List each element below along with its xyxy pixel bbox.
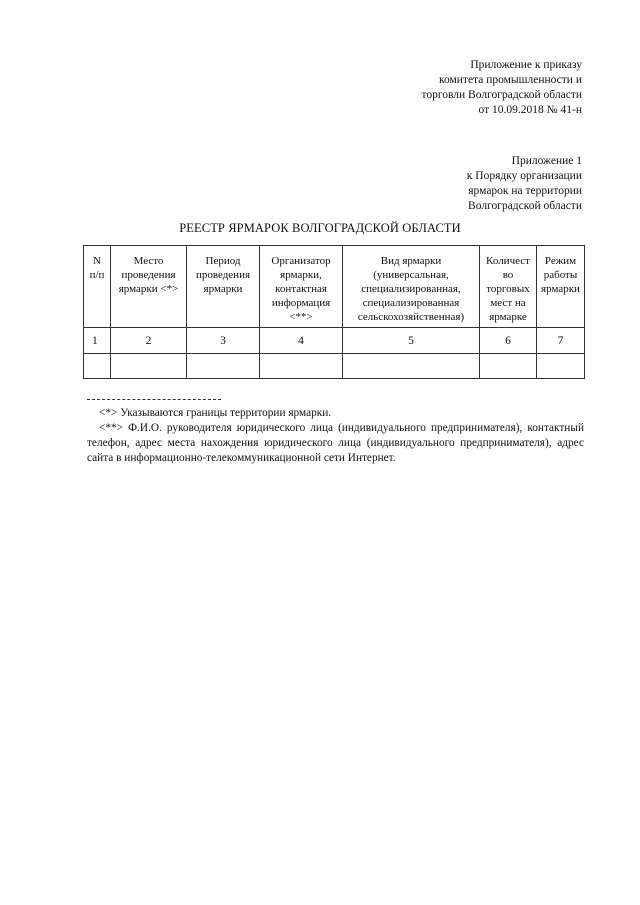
appendix-one-line: ярмарок на территории xyxy=(468,185,582,197)
header-text: ярмарки xyxy=(203,283,243,295)
header-text: Количест xyxy=(486,255,530,267)
column-number-row xyxy=(84,328,585,354)
table-header-row xyxy=(84,246,585,328)
column-number-cell: 7 xyxy=(537,328,585,354)
header-text: контактная xyxy=(275,283,327,295)
header-cell-schedule xyxy=(537,246,585,328)
header-cell-fair-type xyxy=(343,246,480,328)
footnote-divider xyxy=(87,399,221,400)
appendix-order-line: от 10.09.2018 № 41-н xyxy=(478,104,582,116)
appendix-order-line: торговли Волгоградской области xyxy=(421,89,582,101)
table-row xyxy=(84,354,585,379)
appendix-one-line: Приложение 1 xyxy=(511,155,582,167)
header-text: ярмарки, xyxy=(280,269,322,281)
appendix-one-line: к Порядку организации xyxy=(466,170,582,182)
appendix-order-line: комитета промышленности и xyxy=(438,74,582,86)
header-text: N xyxy=(93,255,101,267)
empty-cell xyxy=(111,354,187,379)
header-cell-places xyxy=(480,246,537,328)
header-text: Организатор xyxy=(271,255,331,267)
header-text: ярмарки xyxy=(541,283,580,295)
header-text: специализированная xyxy=(362,297,460,309)
header-text: Режим xyxy=(544,255,577,267)
header-text: проведения xyxy=(195,269,251,281)
empty-cell xyxy=(84,354,111,379)
header-text: во xyxy=(502,269,514,281)
column-number-cell: 1 xyxy=(84,328,111,354)
header-text: работы xyxy=(543,269,578,281)
header-cell-organizer xyxy=(260,246,343,328)
empty-cell xyxy=(187,354,260,379)
header-text: Место xyxy=(133,255,164,267)
appendix-order-line: Приложение к приказу xyxy=(470,59,582,71)
header-text: Вид ярмарки xyxy=(380,255,442,267)
column-number-cell: 2 xyxy=(111,328,187,354)
header-text: <**> xyxy=(289,311,313,323)
column-number-cell: 6 xyxy=(480,328,537,354)
footnote-1: <*> Указываются границы территории ярмарки. xyxy=(99,407,332,419)
column-number-cell: 5 xyxy=(343,328,480,354)
header-text: Период xyxy=(205,255,241,267)
header-cell-period xyxy=(187,246,260,328)
header-text: сельскохозяйственная) xyxy=(357,311,465,323)
footnote-2: <**> Ф.И.О. руководителя юридического лица (индивидуального предпринимателя), контактный телефон, адрес места нахождения юридического лица (индивидуального предпринимателя), адрес сайта в информационно-телекоммуникационной сети Интернет. xyxy=(87,422,584,464)
header-text: торговых xyxy=(486,283,530,295)
empty-cell xyxy=(537,354,585,379)
appendix-one-block xyxy=(467,154,582,214)
empty-cell xyxy=(343,354,480,379)
registry-table xyxy=(83,245,585,379)
empty-cell xyxy=(480,354,537,379)
header-text: проведения xyxy=(121,269,176,281)
appendix-one-line: Волгоградской области xyxy=(468,200,582,212)
column-number-cell: 3 xyxy=(187,328,260,354)
header-text: специализированная, xyxy=(361,283,461,295)
header-text: мест на xyxy=(490,297,526,309)
appendix-order-block xyxy=(421,58,582,118)
document-title: РЕЕСТР ЯРМАРОК ВОЛГОГРАДСКОЙ ОБЛАСТИ xyxy=(179,221,461,235)
header-text: информация xyxy=(271,297,331,309)
header-text: ярмарки <*> xyxy=(118,283,179,295)
header-text: п/п xyxy=(89,269,105,281)
header-text: ярмарке xyxy=(489,311,527,323)
empty-cell xyxy=(260,354,343,379)
header-cell-location xyxy=(111,246,187,328)
column-number-cell: 4 xyxy=(260,328,343,354)
header-cell-number xyxy=(84,246,111,328)
footnotes xyxy=(87,406,584,466)
header-text: (универсальная, xyxy=(373,269,449,281)
